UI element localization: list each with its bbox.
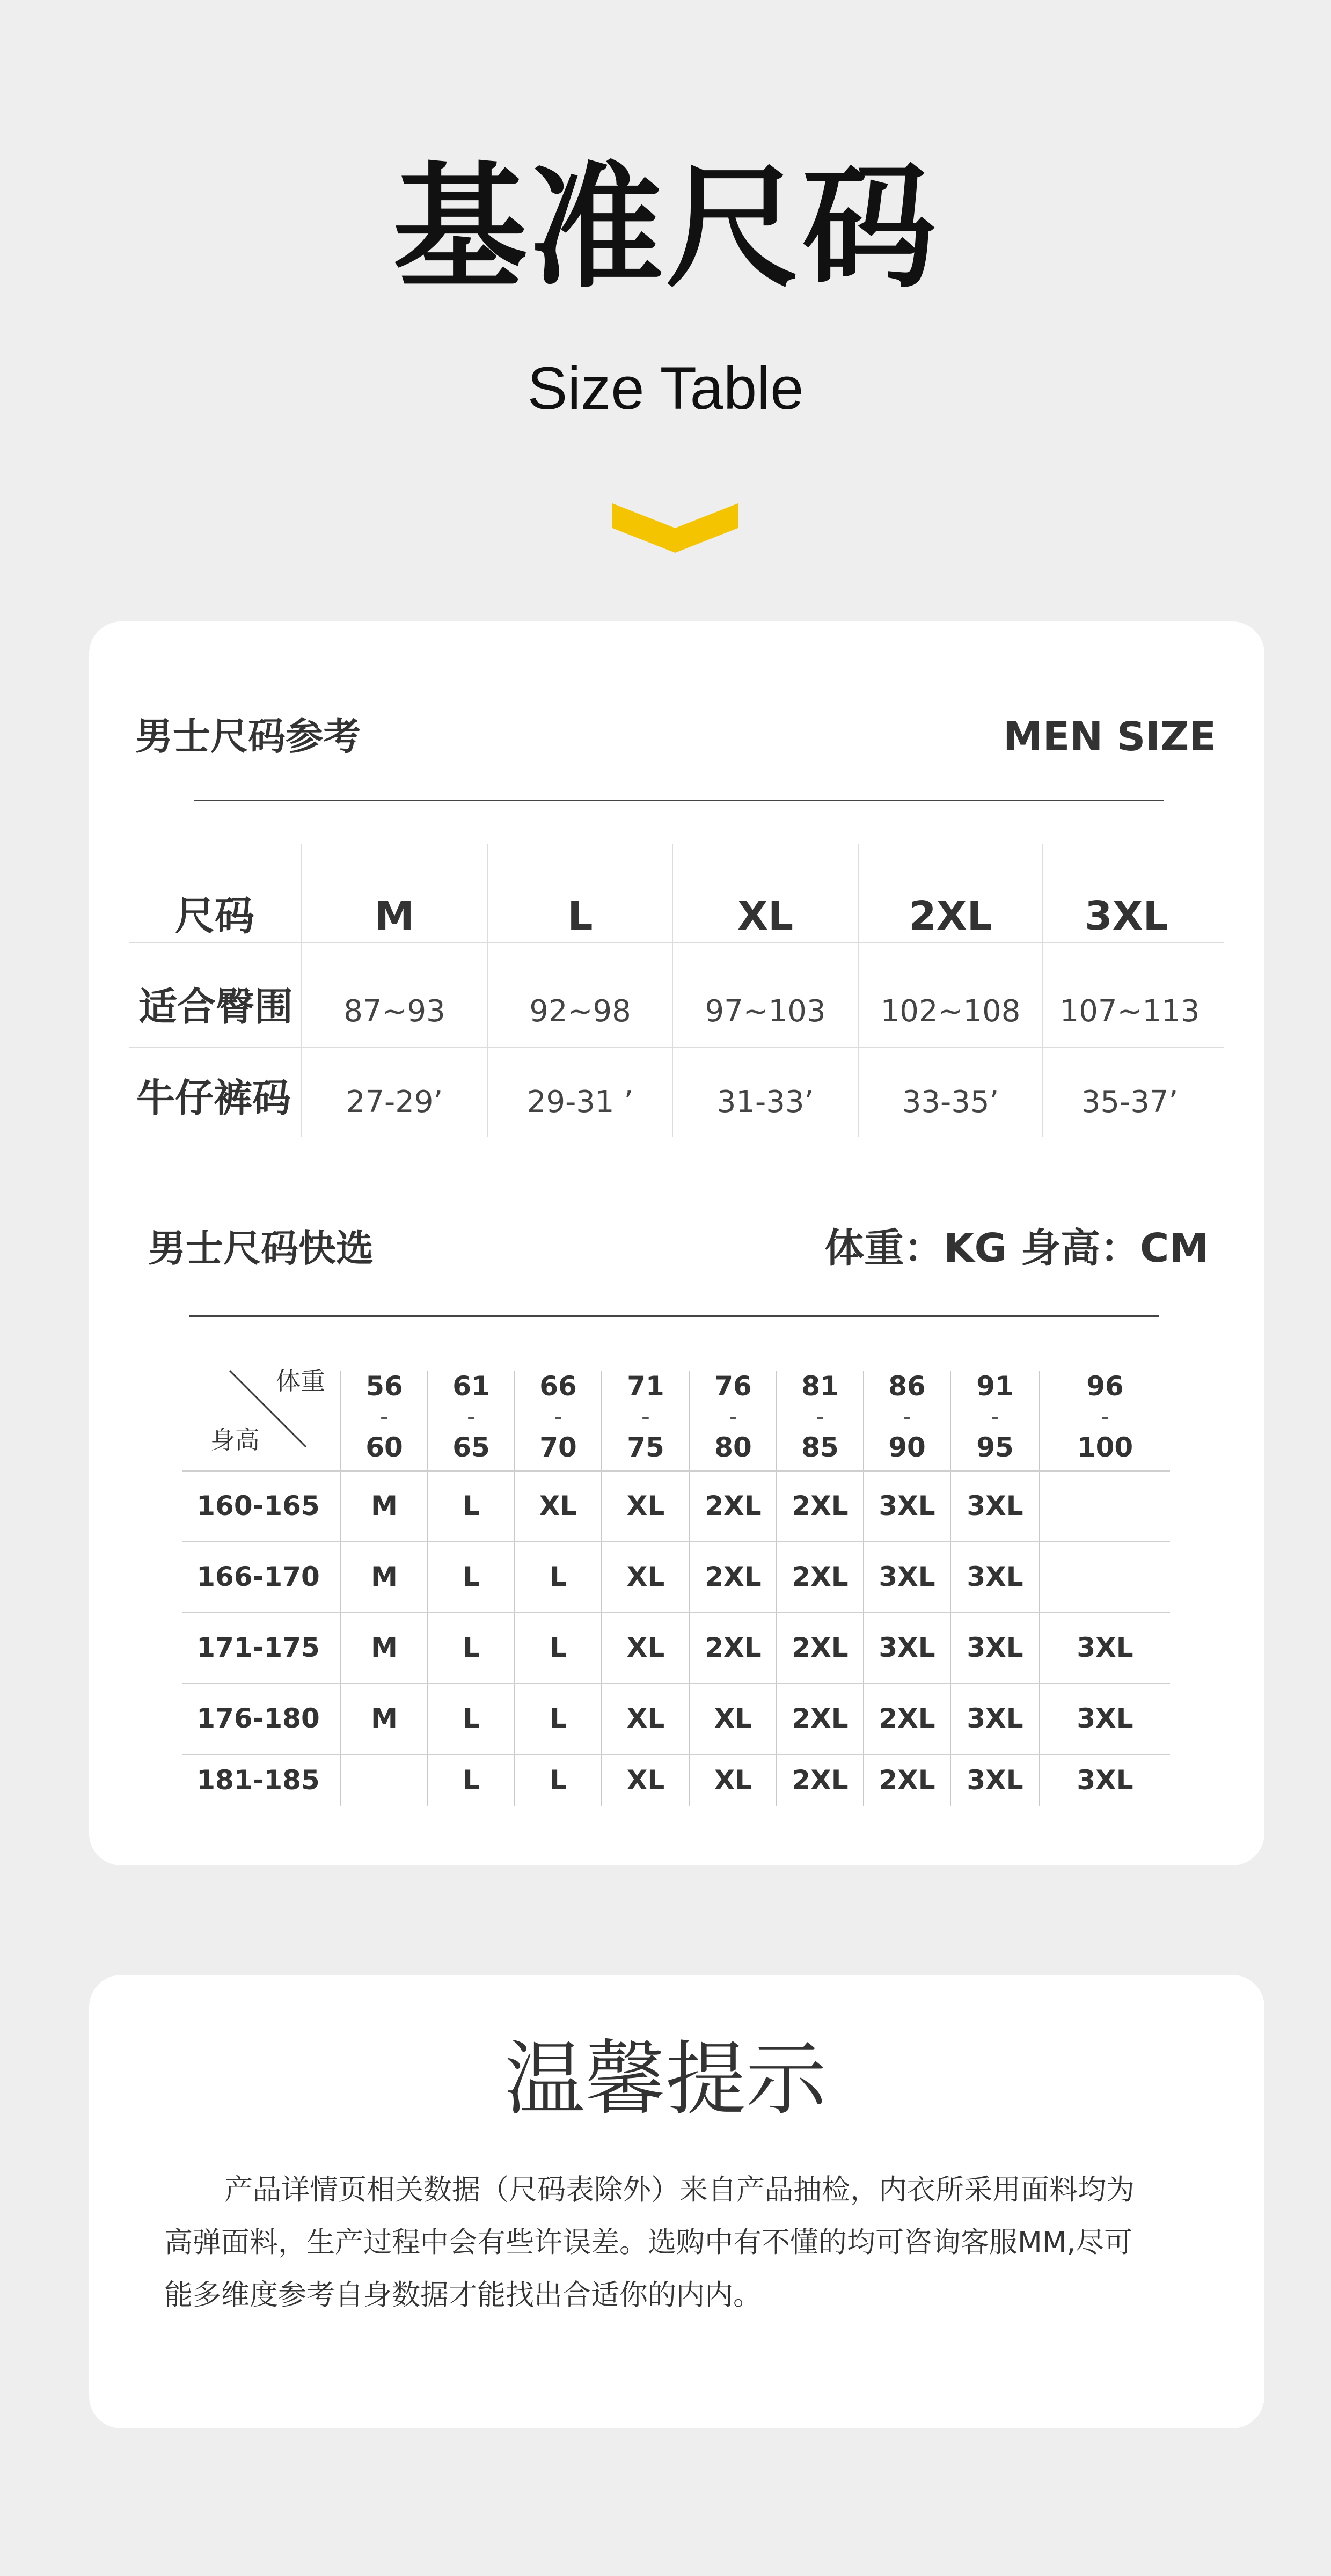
weight-header-dash: - <box>816 1403 824 1430</box>
height-label: 171-175 <box>196 1632 320 1663</box>
size-cell: 3XL <box>967 1703 1023 1734</box>
size-cell: 2XL <box>792 1764 849 1796</box>
size-cell: 3XL <box>967 1632 1023 1663</box>
size-cell: 2XL <box>705 1561 762 1592</box>
table-cell: 87~93 <box>343 994 445 1029</box>
size-cell: 2XL <box>792 1632 849 1663</box>
size-cell: 3XL <box>967 1561 1023 1592</box>
weight-header-bottom: 65 <box>452 1432 490 1463</box>
size-cell: L <box>550 1632 567 1663</box>
size-cell: L <box>463 1764 480 1796</box>
men-size-label: MEN SIZE <box>1003 714 1216 760</box>
size-cell: 2XL <box>879 1703 935 1734</box>
size-cell: XL <box>626 1632 665 1663</box>
height-label: 176-180 <box>196 1703 320 1734</box>
size-cell: 3XL <box>967 1764 1023 1796</box>
table-divider <box>129 1046 1224 1048</box>
weight-header-bottom: 70 <box>539 1432 577 1463</box>
table-cell: 92~98 <box>529 994 631 1029</box>
size-cell: XL <box>626 1764 665 1796</box>
weight-header-top: 96 <box>1086 1371 1124 1402</box>
weight-header-top: 91 <box>976 1371 1014 1402</box>
page-subtitle: Size Table <box>527 355 804 422</box>
tips-title: 温馨提示 <box>504 2033 827 2126</box>
size-cell: 2XL <box>792 1561 849 1592</box>
weight-header-top: 86 <box>888 1371 926 1402</box>
weight-header-dash: - <box>641 1403 650 1430</box>
size-cell: M <box>371 1632 398 1663</box>
divider <box>189 1315 1159 1317</box>
row-label-hip: 适合臀围 <box>138 984 293 1029</box>
table-cell: 102~108 <box>880 994 1021 1029</box>
corner-weight-label: 体重 <box>276 1366 325 1395</box>
size-cell: L <box>463 1703 480 1734</box>
weight-header-dash: - <box>380 1403 389 1430</box>
weight-header-top: 56 <box>365 1371 403 1402</box>
size-cell: 3XL <box>967 1490 1023 1521</box>
weight-header-top: 76 <box>714 1371 752 1402</box>
table-divider <box>182 1470 1170 1472</box>
size-cell: 3XL <box>1077 1632 1133 1663</box>
table-cell: 27-29’ <box>346 1085 443 1119</box>
row-label-jeans: 牛仔裤码 <box>136 1075 291 1121</box>
chevron-down-icon <box>612 503 738 553</box>
height-label: 181-185 <box>196 1764 320 1796</box>
corner-diagonal <box>229 1370 307 1448</box>
weight-header-dash: - <box>554 1403 562 1430</box>
weight-header-bottom: 85 <box>801 1432 839 1463</box>
size-header: M <box>375 893 414 939</box>
quick-select-title: 男士尺码快选 <box>148 1226 374 1270</box>
tips-text: 能多维度参考自身数据才能找出合适你的内内。 <box>164 2279 762 2311</box>
size-cell: 3XL <box>879 1561 935 1592</box>
weight-header-bottom: 100 <box>1077 1432 1133 1463</box>
height-label: 166-170 <box>196 1561 320 1592</box>
size-cell: L <box>550 1561 567 1592</box>
size-cell: 3XL <box>879 1632 935 1663</box>
weight-header-dash: - <box>991 1403 999 1430</box>
size-cell: 2XL <box>705 1632 762 1663</box>
table-divider <box>182 1754 1170 1755</box>
weight-header-top: 61 <box>452 1371 490 1402</box>
table-cell: 29-31 ’ <box>526 1085 634 1119</box>
height-label: 160-165 <box>196 1490 320 1521</box>
weight-header-dash: - <box>1101 1403 1109 1430</box>
table-cell: 107~113 <box>1059 994 1200 1029</box>
tips-text: 高弹面料，生产过程中会有些许误差。选购中有不懂的均可咨询客服MM,尽可 <box>164 2226 1133 2259</box>
weight-header-dash: - <box>729 1403 737 1430</box>
corner-height-label: 身高 <box>210 1425 260 1454</box>
table-divider <box>182 1612 1170 1613</box>
divider <box>194 800 1164 801</box>
size-cell: 2XL <box>879 1764 935 1796</box>
page-title: 基准尺码 <box>393 150 938 306</box>
table-cell: 35-37’ <box>1081 1085 1179 1119</box>
size-cell: L <box>550 1703 567 1734</box>
weight-header-bottom: 95 <box>976 1432 1014 1463</box>
size-cell: M <box>371 1561 398 1592</box>
weight-header-top: 81 <box>801 1371 839 1402</box>
size-cell: XL <box>714 1703 752 1734</box>
table-divider <box>182 1541 1170 1542</box>
men-size-title: 男士尺码参考 <box>135 714 361 758</box>
size-cell: 2XL <box>792 1490 849 1521</box>
weight-header-top: 71 <box>627 1371 664 1402</box>
weight-header-dash: - <box>467 1403 476 1430</box>
size-header: L <box>567 893 593 939</box>
unit-label: 体重：KG 身高：CM <box>824 1225 1209 1271</box>
table-cell: 97~103 <box>705 994 826 1029</box>
size-cell: M <box>371 1490 398 1521</box>
table-divider <box>129 942 1224 943</box>
size-cell: XL <box>626 1490 665 1521</box>
size-cell: L <box>463 1632 480 1663</box>
weight-header-bottom: 90 <box>888 1432 926 1463</box>
size-cell: XL <box>539 1490 577 1521</box>
size-cell: XL <box>714 1764 752 1796</box>
weight-header-bottom: 75 <box>627 1432 664 1463</box>
size-header-label: 尺码 <box>175 893 254 939</box>
weight-header-top: 66 <box>539 1371 577 1402</box>
size-header: 3XL <box>1085 893 1168 939</box>
size-cell: L <box>550 1764 567 1796</box>
size-cell: 3XL <box>879 1490 935 1521</box>
size-cell: XL <box>626 1561 665 1592</box>
size-cell: M <box>371 1703 398 1734</box>
table-cell: 33-35’ <box>902 1085 999 1119</box>
size-header: XL <box>737 893 794 939</box>
weight-header-bottom: 80 <box>714 1432 752 1463</box>
size-cell: 3XL <box>1077 1764 1133 1796</box>
size-header: 2XL <box>909 893 992 939</box>
tips-text: 产品详情页相关数据（尺码表除外）来自产品抽检，内衣所采用面料均为 <box>224 2174 1135 2206</box>
table-cell: 31-33’ <box>716 1085 814 1119</box>
weight-header-bottom: 60 <box>365 1432 403 1463</box>
size-cell: L <box>463 1561 480 1592</box>
size-cell: XL <box>626 1703 665 1734</box>
size-cell: 2XL <box>792 1703 849 1734</box>
table-divider <box>182 1683 1170 1684</box>
size-cell: L <box>463 1490 480 1521</box>
size-cell: 3XL <box>1077 1703 1133 1734</box>
size-cell: 2XL <box>705 1490 762 1521</box>
weight-header-dash: - <box>903 1403 911 1430</box>
